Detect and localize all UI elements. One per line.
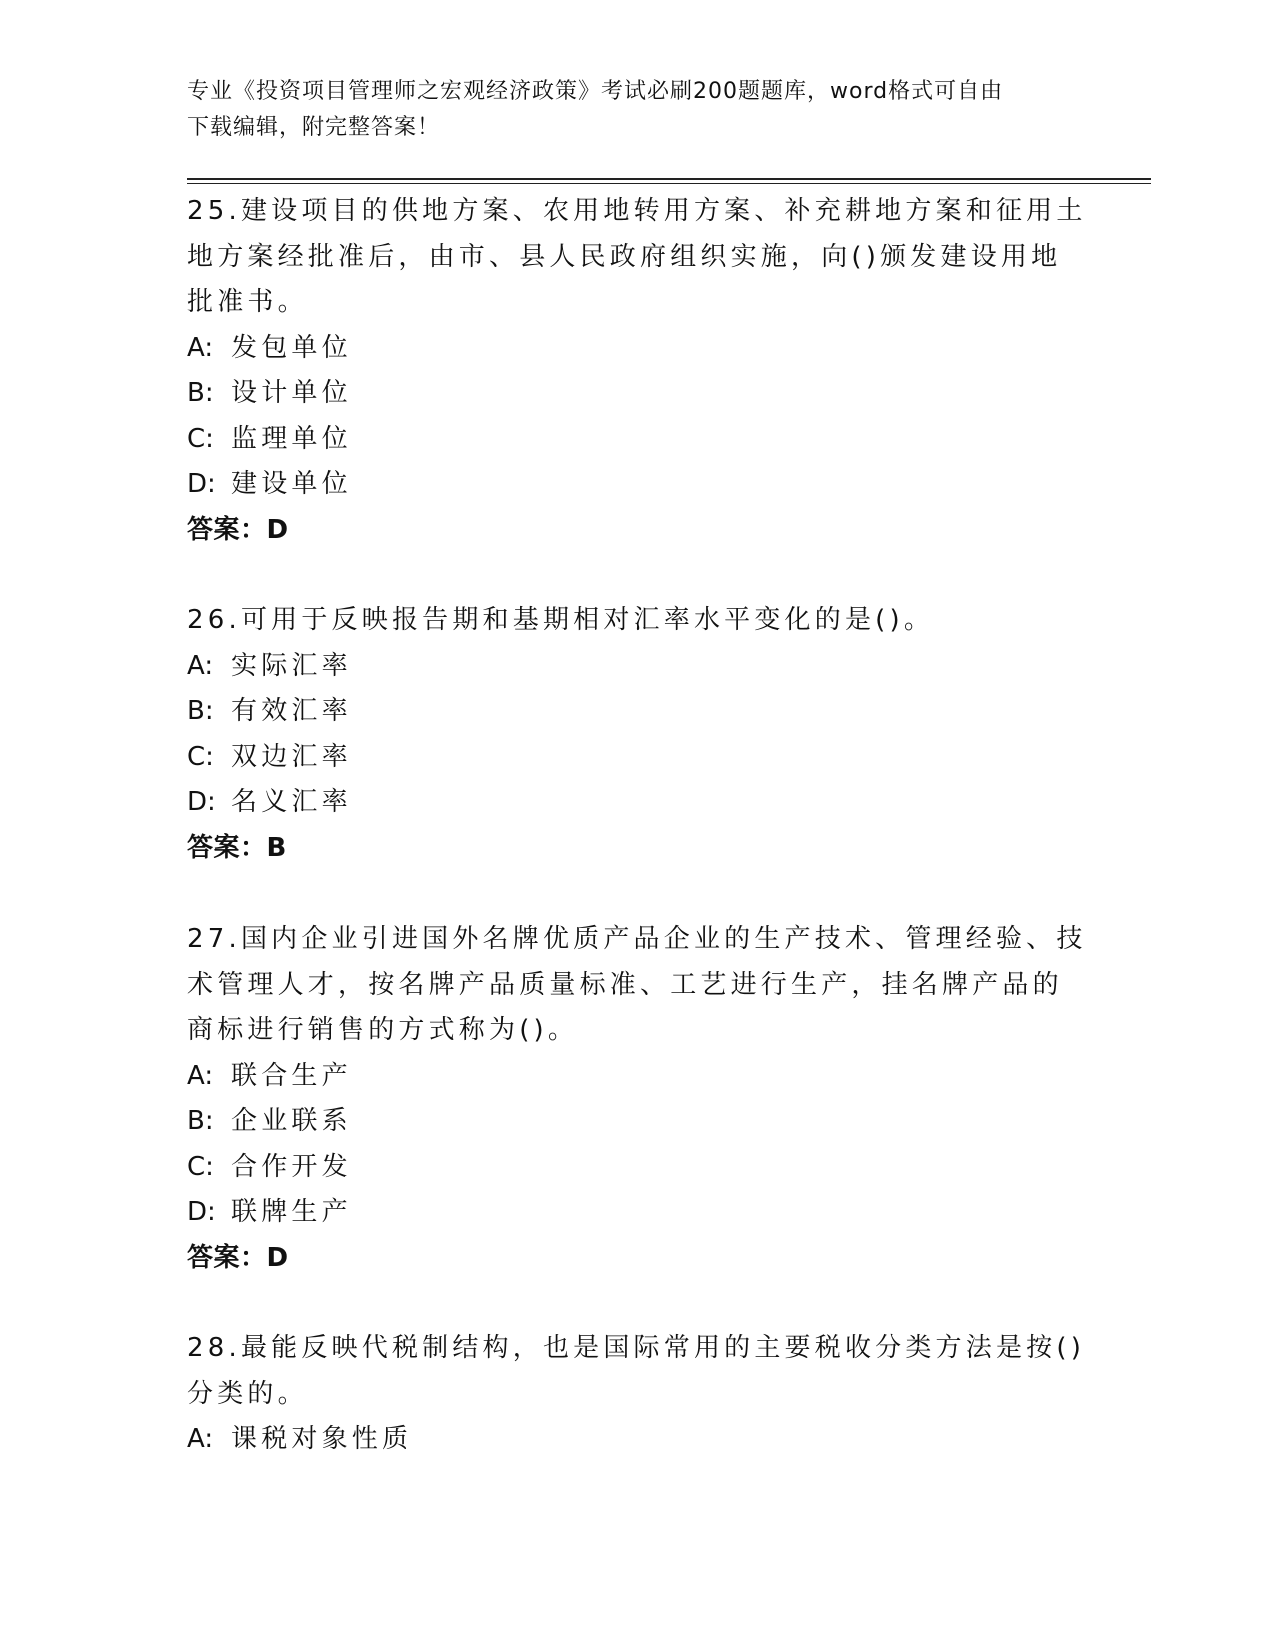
header-line-1: 专业《投资项目管理师之宏观经济政策》考试必刷200题题库，word格式可自由 [187,79,1004,104]
option-text: 有效汇率 [231,696,352,726]
answer-line: 答案：D [187,1242,289,1273]
option-b [187,371,1087,417]
option-letter: A: [187,332,214,363]
option-text: 联牌生产 [231,1197,352,1227]
header-divider-thin [187,183,1151,184]
option-d [187,1190,1087,1236]
option-letter: A: [187,650,214,681]
option-text: 课税对象性质 [231,1424,413,1454]
answer-line: 答案：B [187,832,287,863]
option-text: 发包单位 [231,332,352,363]
question-stem: 26.可用于反映报告期和基期相对汇率水平变化的是()。 [187,605,935,635]
option-text: 合作开发 [231,1151,352,1182]
question-stem: 25.建设项目的供地方案、农用地转用方案、补充耕地方案和征用土地方案经批准后，由市、县人民政府组织实施，向()颁发建设用地批准书。 [187,196,1087,317]
question-stem: 27.国内企业引进国外名牌优质产品企业的生产技术、管理经验、技术管理人才，按名牌产品质量标准、工艺进行生产，挂名牌产品的商标进行销售的方式称为()。 [187,924,1087,1045]
option-b [187,689,1087,735]
option-text: 设计单位 [231,378,352,408]
option-letter: C: [187,1151,214,1182]
option-c [187,1145,1087,1191]
option-letter: C: [187,741,214,772]
option-text: 名义汇率 [231,787,352,817]
option-letter: B: [187,696,214,726]
option-d [187,780,1087,826]
option-text: 联合生产 [231,1060,352,1091]
option-letter: B: [187,1106,214,1136]
option-letter: D: [187,469,216,499]
option-c [187,735,1087,781]
option-text: 监理单位 [231,423,352,454]
question-27 [187,917,1087,1281]
header-line-2: 下载编辑，附完整答案！ [187,115,441,140]
question-26 [187,598,1087,871]
option-a [187,1054,1087,1100]
option-d [187,462,1087,508]
option-letter: A: [187,1424,214,1454]
option-text: 双边汇率 [231,741,352,772]
option-a [187,644,1087,690]
question-stem: 28.最能反映代税制结构，也是国际常用的主要税收分类方法是按()分类的。 [187,1333,1086,1409]
option-a [187,1417,1087,1463]
option-letter: D: [187,787,216,817]
option-letter: B: [187,378,214,408]
option-letter: C: [187,423,214,454]
question-25 [187,189,1087,553]
question-28 [187,1326,1087,1463]
option-text: 建设单位 [231,469,352,499]
option-letter: D: [187,1197,216,1227]
option-letter: A: [187,1060,214,1091]
option-c [187,417,1087,463]
header-divider-thick [187,178,1151,180]
option-text: 实际汇率 [231,650,352,681]
answer-line: 答案：D [187,514,289,545]
option-b [187,1099,1087,1145]
option-a [187,326,1087,372]
option-text: 企业联系 [231,1106,352,1136]
document-header [187,74,1067,146]
